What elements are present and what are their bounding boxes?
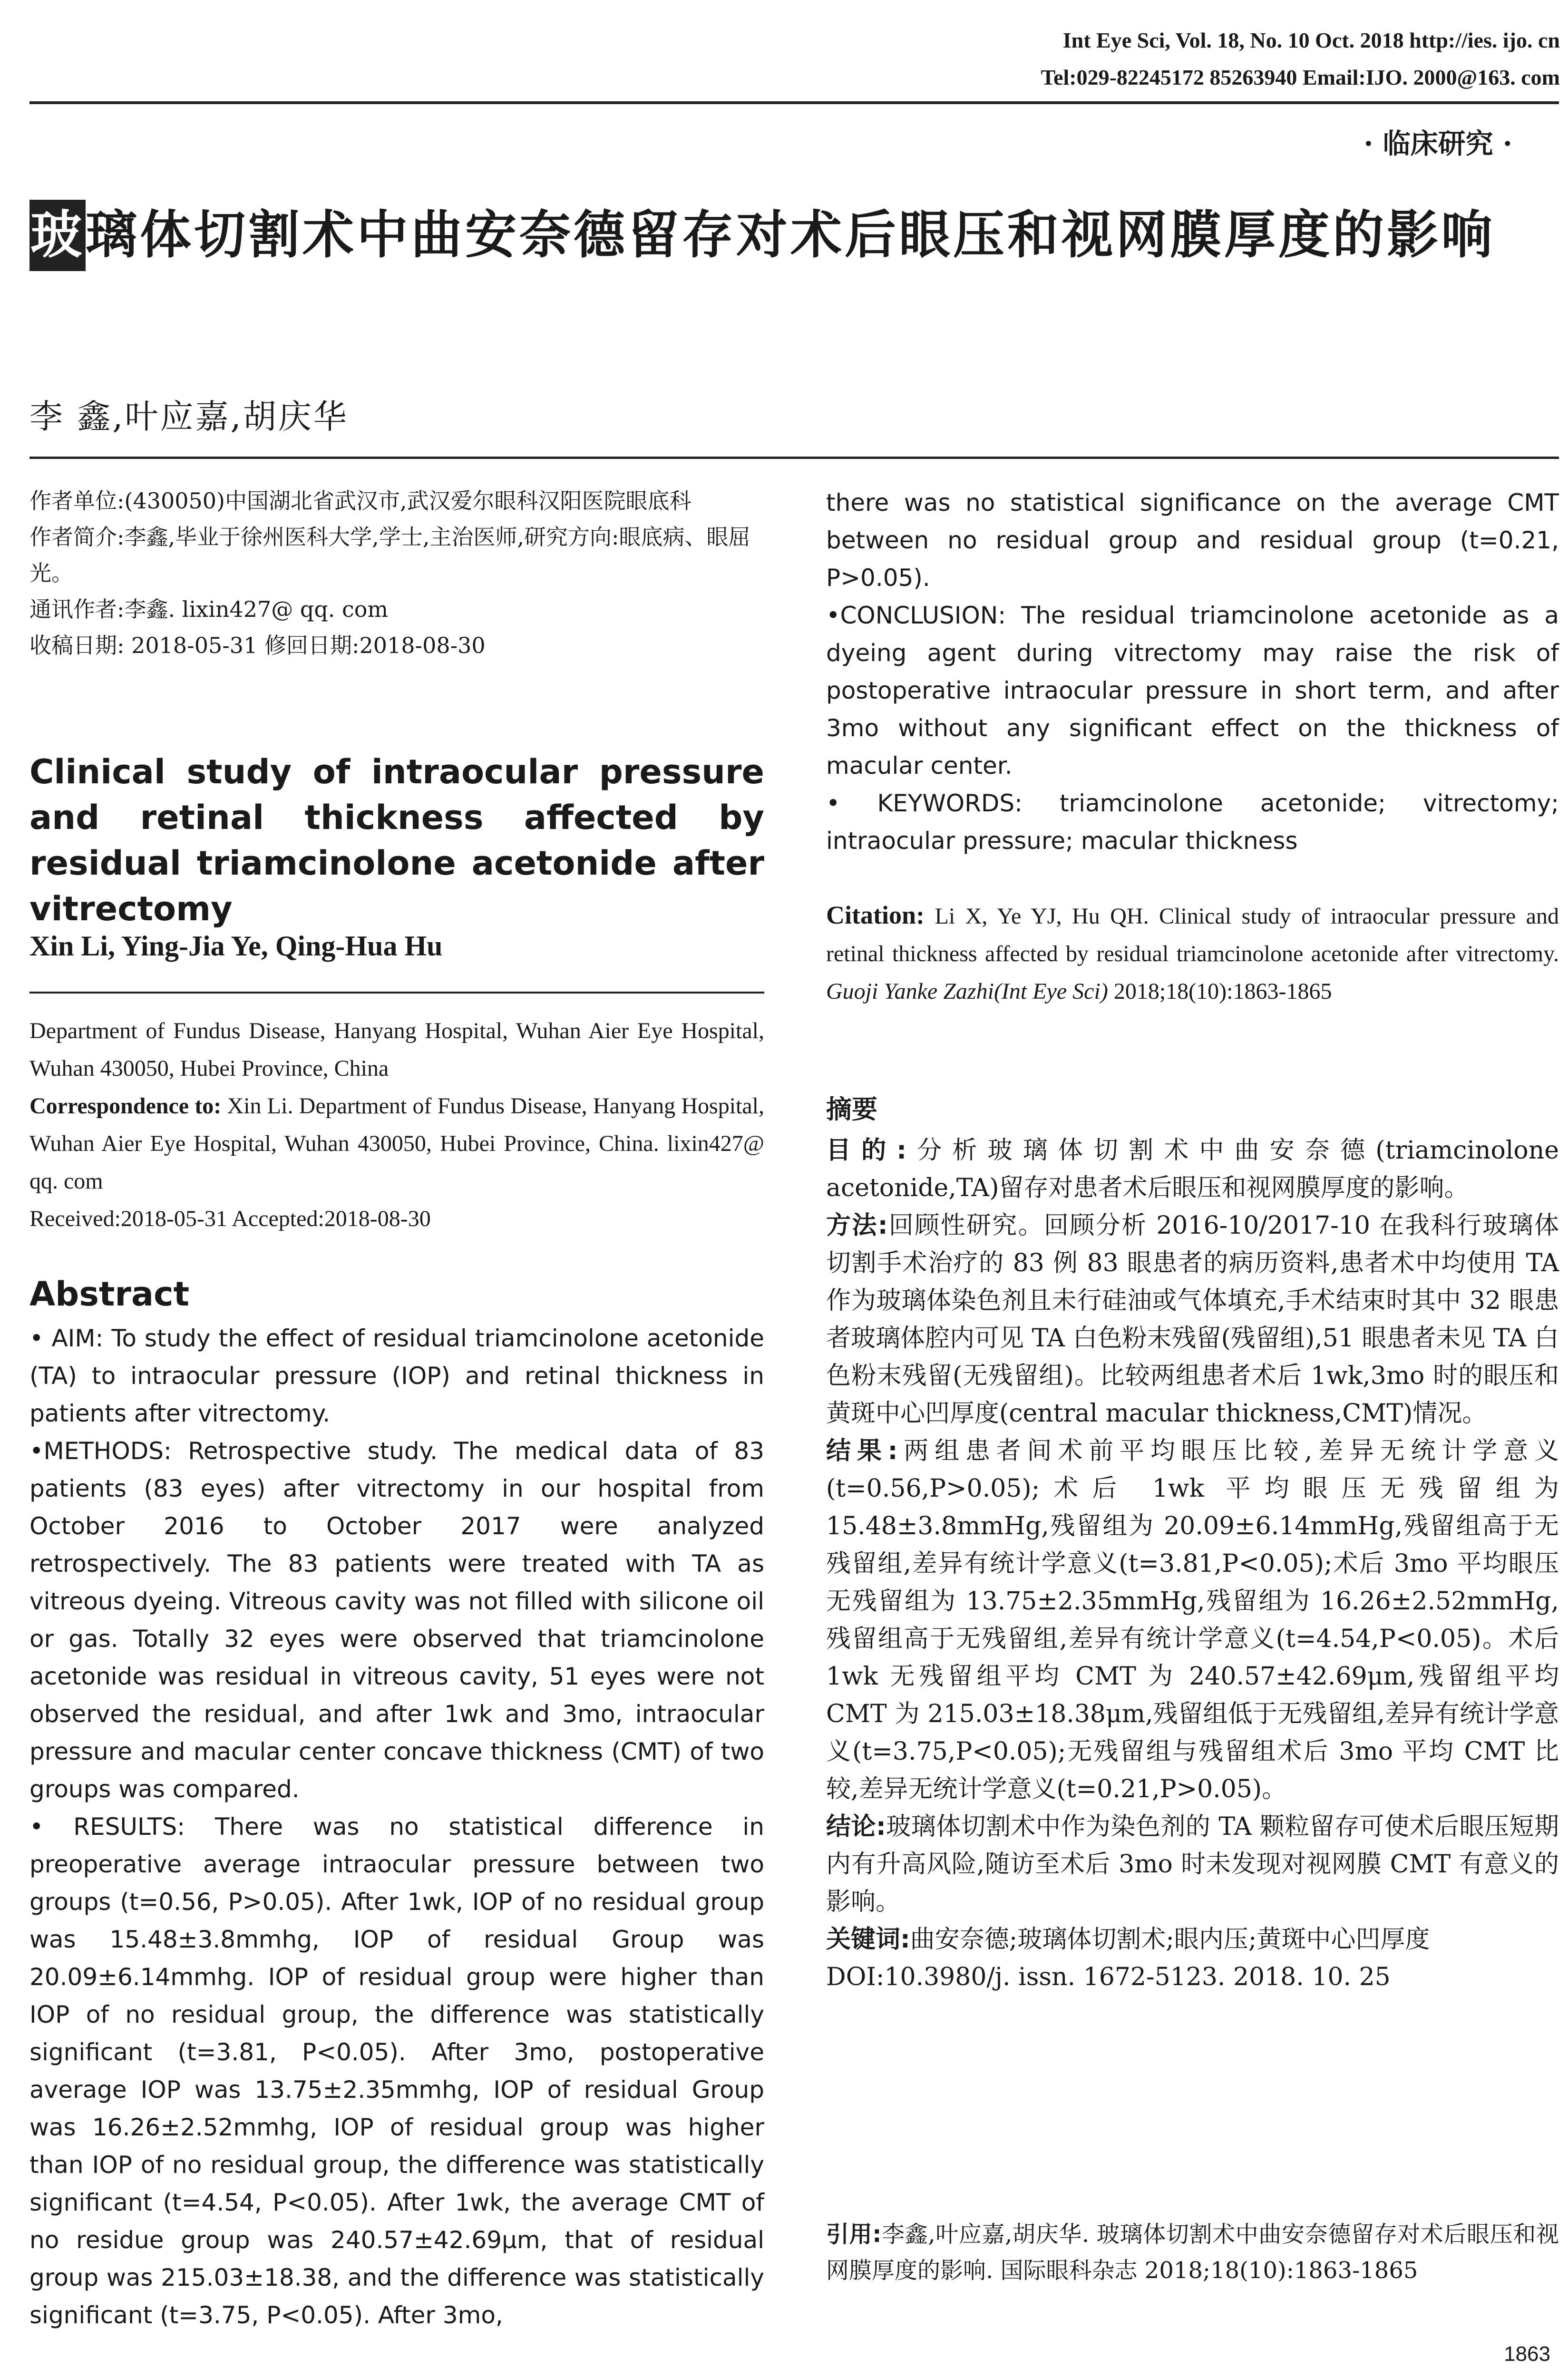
cn-abstract-heading: 摘要 [826,1094,877,1124]
cn-methods-text: 回顾性研究。回顾分析 2016-10/2017-10 在我科行玻璃体切割手术治疗的 83 例 83 眼患者的病历资料,患者术中均使用 TA 作为玻璃体染色剂且未行硅油或气体填充,手术结束时其中 32 眼患者玻璃体腔内可见 TA 白色粉末残留(残留组),51 眼患者未见 TA 白色粉末残留(无残留组)。比较两组患者术后 1wk,3mo 时的眼压和黄斑中心凹厚度(central macular thickness,CMT)情况。 [826,1211,1559,1428]
en-citation-journal: Guoji Yanke Zazhi(Int Eye Sci) [826,979,1108,1004]
en-keywords: • KEYWORDS: triamcinolone acetonide; vitrectomy; intraocular pressure; macular thickness [826,789,1559,855]
cn-methods [826,1207,1559,1432]
cn-results [826,1432,1559,1808]
en-correspondence [29,1087,764,1200]
en-citation [826,896,1559,1010]
cn-aim-text: 分析玻璃体切割术中曲安奈德(triamcinolone acetonide,TA)留存对患者术后眼压和视网膜厚度的影响。 [826,1136,1559,1202]
en-abstract-left [29,1320,764,2334]
cn-dates: 收稿日期: 2018-05-31 修回日期:2018-08-30 [29,633,486,658]
authors-rule [29,457,1559,459]
cn-results-label: 结果: [826,1437,898,1465]
cn-keywords [826,1921,1559,1958]
cn-author-unit: 作者单位:(430050)中国湖北省武汉市,武汉爱尔眼科汉阳医院眼底科 [29,488,691,514]
cn-keywords-text: 曲安奈德;玻璃体切割术;眼内压;黄斑中心凹厚度 [910,1925,1430,1954]
cn-abstract-body [826,1132,1559,1996]
cn-citation [826,2216,1559,2289]
cn-results-text: 两组患者间术前平均眼压比较,差异无统计学意义(t=0.56,P>0.05);术后 1wk 平均眼压无残留组为 15.48±3.8mmHg,残留组为 20.09±6.14mmHg,残留组高于无残留组,差异有统计学意义(t=3.81,P<0.05);术后 3mo 平均眼压无残留组为 13.75±2.35mmHg,残留组为 16.26±2.52mmHg,残留组高于无残留组,差异有统计学意义(t=4.54,P<0.05)。术后 1wk 无残留组平均 CMT 为 240.57±42.69μm,残留组平均 CMT 为 215.03±18.38μm,残留组低于无残留组,差异有统计学意义(t=3.75,P<0.05);无残留组与残留组术后 3mo 平均 CMT 比较,差异无统计学意义(t=0.21,P>0.05)。 [826,1437,1559,1803]
cn-conclusion-text: 玻璃体切割术中作为染色剂的 TA 颗粒留存可使术后眼压短期内有升高风险,随访至术后 3mo 时未发现对视网膜 CMT 有意义的影响。 [826,1812,1559,1916]
cn-title-first-char: 玻 [29,200,86,271]
cn-meta-block [29,483,764,663]
en-corr-label: Correspondence to: [29,1093,222,1119]
running-header-line1: Int Eye Sci, Vol. 18, No. 10 Oct. 2018 http://ies. ijo. cn [1062,28,1560,52]
en-abstract-right [826,484,1559,860]
header-rule [29,101,1559,104]
en-title: Clinical study of intraocular pressure and retinal thickness affected by residual triamcinolone acetonide after vitrectomy [29,752,764,928]
en-methods: •METHODS: Retrospective study. The medical data of 83 patients (83 eyes) after vitrectomy in our hospital from October 2016 to October 2017 were analyzed retrospectively. The 83 patients were treated with TA as vitreous dyeing. Vitreous cavity was not filled with silicone oil or gas. Totally 32 eyes were observed that triamcinolone acetonide was residual in vitreous cavity, 51 eyes were not observed the residual, and after 1wk and 3mo, intraocular pressure and macular center concave thickness (CMT) of two groups was compared. [29,1437,764,1803]
cn-cite-text: 李鑫,叶应嘉,胡庆华. 玻璃体切割术中曲安奈德留存对术后眼压和视网膜厚度的影响. 国际眼科杂志 2018;18(10):1863-1865 [826,2221,1559,2284]
cn-title [29,200,1551,271]
cn-conclusion [826,1808,1559,1921]
cn-cite-label: 引用: [826,2221,882,2248]
cn-author-bio: 作者简介:李鑫,毕业于徐州医科大学,学士,主治医师,研究方向:眼底病、眼屈光。 [29,524,750,586]
cn-authors: 李 鑫,叶应嘉,胡庆华 [29,397,349,436]
running-header-line2: Tel:029-82245172 85263940 Email:IJO. 2000@163. com [1041,65,1560,89]
cn-aim-label: 目的: [826,1136,907,1165]
abstract-heading: Abstract [29,1275,190,1314]
en-results: • RESULTS: There was no statistical difference in preoperative average intraocular pressure between two groups (t=0.56, P>0.05). After 1wk, IOP of no residual group was 15.48±3.8mmhg, IOP of residual Group was 20.09±6.14mmhg. IOP of residual group were higher than IOP of no residual group, the difference was statistically significant (t=3.81, P<0.05). After 3mo, postoperative average IOP was 13.75±2.35mmhg, IOP of residual Group was 16.26±2.52mmhg, IOP of residual group was higher than IOP of no residual group, the difference was statistically significant (t=4.54, P<0.05). After 1wk, the average CMT of no residue group was 240.57±42.69μm, that of residual group was 215.03±18.38, and the difference was statistically significant (t=3.75, P<0.05). After 3mo, [29,1813,764,2329]
cn-title-rest: 璃体切割术中曲安奈德留存对术后眼压和视网膜厚度的影响 [86,205,1496,265]
en-affiliation: Department of Fundus Disease, Hanyang Hospital, Wuhan Aier Eye Hospital, Wuhan 430050, Hubei Province, China [29,1018,764,1081]
en-conclusion: •CONCLUSION: The residual triamcinolone acetonide as a dyeing agent during vitrectomy may raise the risk of postoperative intraocular pressure in short term, and after 3mo without any significant effect on the thickness of macular center. [826,602,1559,779]
page-number: 1863 [1504,2342,1550,2366]
en-authors-rule [29,992,764,994]
en-corr-text: Xin Li. Department of Fundus Disease, Hanyang Hospital, Wuhan Aier Eye Hospital, Wuhan 430050, Hubei Province, China. lixin427@ qq. com [29,1093,765,1194]
en-citation-text: Li X, Ye YJ, Hu QH. Clinical study of intraocular pressure and retinal thickness affected by residual triamcinolone acetonide after vitrectomy. [826,904,1559,966]
en-results-cont: there was no statistical significance on the average CMT between no residual group and residual group (t=0.21, P>0.05). [826,489,1559,592]
cn-conclusion-label: 结论: [826,1812,886,1841]
cn-methods-label: 方法: [826,1211,888,1240]
cn-aim [826,1132,1559,1207]
cn-keywords-label: 关键词: [826,1925,910,1954]
en-citation-tail: 2018;18(10):1863-1865 [1113,979,1332,1004]
en-aim: • AIM: To study the effect of residual triamcinolone acetonide (TA) to intraocular pressure (IOP) and retinal thickness in patients after vitrectomy. [29,1325,764,1427]
cn-correspondence: 通讯作者:李鑫. lixin427@ qq. com [29,596,389,622]
section-category: · 临床研究 · [1363,127,1512,160]
en-authors: Xin Li, Ying-Jia Ye, Qing-Hua Hu [29,930,443,962]
en-dates: Received:2018-05-31 Accepted:2018-08-30 [29,1206,431,1231]
en-citation-label: Citation: [826,901,925,929]
en-affiliation-block [29,1012,764,1237]
cn-doi: DOI:10.3980/j. issn. 1672-5123. 2018. 10. 25 [826,1963,1391,1991]
